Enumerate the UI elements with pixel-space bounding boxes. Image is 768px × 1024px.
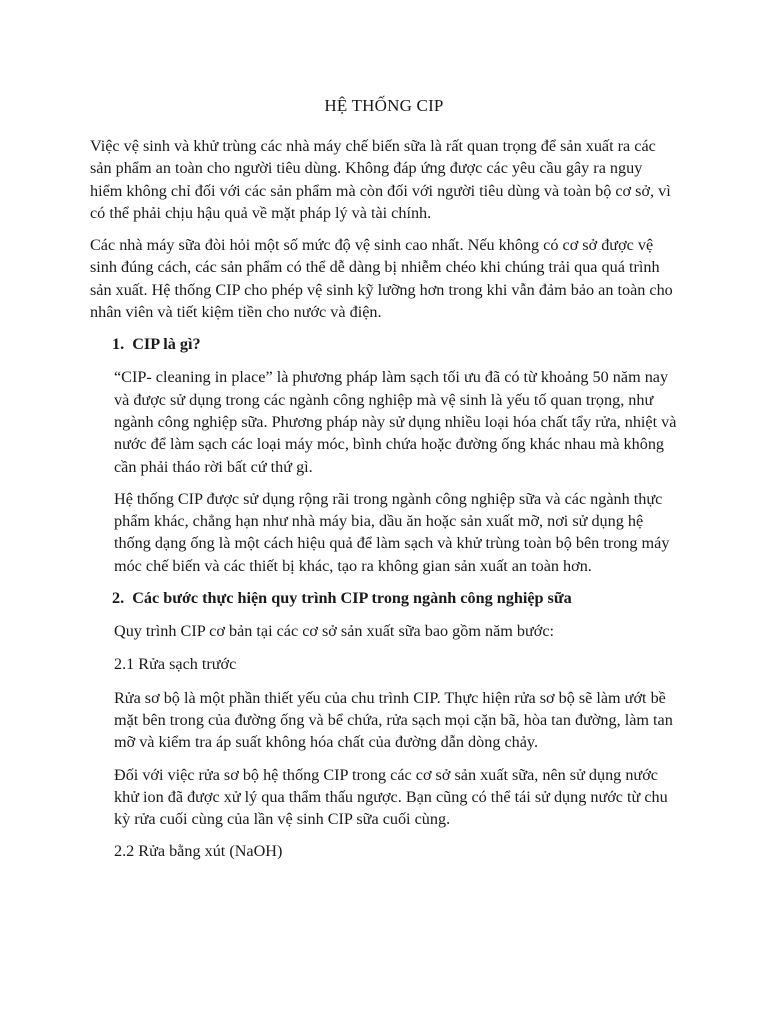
subsection-2-1-title: 2.1 Rửa sạch trước (114, 655, 237, 674)
subsection-2-1-paragraph-1: Rửa sơ bộ là một phần thiết yếu của chu trình CIP. Thực hiện rửa sơ bộ sẽ làm ướt bề mặt bên trong của đường ống và bể chứa, rửa sạch mọi cặn bã, hòa tan đường, làm tan mỡ và kiểm tra áp suất không hóa chất của đường dẫn dòng chảy. (114, 688, 673, 752)
intro-paragraph-2: Các nhà máy sữa đòi hỏi một số mức độ vệ sinh cao nhất. Nếu không có cơ sở được vệ sinh đúng cách, các sản phẩm có thể dễ dàng bị nhiễm chéo khi chúng trải qua quá trình sản xuất. Hệ thống CIP cho phép vệ sinh kỹ lưỡng hơn trong khi vẫn đảm bảo an toàn cho nhân viên và tiết kiệm tiền cho nước và điện. (90, 236, 673, 322)
subsection-2-1-paragraph-2: Đối với việc rửa sơ bộ hệ thống CIP trong các cơ sở sản xuất sữa, nên sử dụng nước khử ion đã được xử lý qua thẩm thấu ngược. Bạn cũng có thể tái sử dụng nước từ chu kỳ rửa cuối cùng của lần vệ sinh CIP sữa cuối cùng. (114, 765, 668, 829)
section1-paragraph-1: “CIP- cleaning in place” là phương pháp làm sạch tối ưu đã có từ khoảng 50 năm nay và được sử dụng trong các ngành công nghiệp mà vệ sinh là yếu tố quan trọng, như ngành công nghiệp sữa. Phương pháp này sử dụng nhiều loại hóa chất tẩy rửa, nhiệt và nước để làm sạch các loại máy móc, bình chứa hoặc đường ống khác nhau mà không cần phải tháo rời bất cứ thứ gì. (114, 368, 677, 476)
document-title: HỆ THỐNG CIP (324, 96, 444, 115)
section1-paragraph-2: Hệ thống CIP được sử dụng rộng rãi trong ngành công nghiệp sữa và các ngành thực phẩm khác, chẳng hạn như nhà máy bia, dầu ăn hoặc sản xuất mỡ, nơi sử dụng hệ thống dạng ống là một cách hiệu quả để làm sạch và khử trùng toàn bộ bên trong máy móc chế biến và các thiết bị khác, tạo ra không gian sản xuất an toàn hơn. (114, 489, 670, 575)
subsection-2-2-title: 2.2 Rửa bằng xút (NaOH) (114, 842, 283, 861)
intro-paragraph-1: Việc vệ sinh và khử trùng các nhà máy chế biến sữa là rất quan trọng để sản xuất ra các sản phẩm an toàn cho người tiêu dùng. Không đáp ứng được các yêu cầu gây ra nguy hiểm không chỉ đối với các sản phẩm mà còn đối với người tiêu dùng và toàn bộ cơ sở, vì có thể phải chịu hậu quả về mặt pháp lý và tài chính. (90, 137, 671, 222)
section-heading-2: 2. Các bước thực hiện quy trình CIP trong ngành công nghiệp sữa (112, 589, 572, 608)
section-heading-1: 1. CIP là gì? (112, 335, 201, 354)
section2-intro: Quy trình CIP cơ bản tại các cơ sở sản xuất sữa bao gồm năm bước: (114, 622, 555, 641)
